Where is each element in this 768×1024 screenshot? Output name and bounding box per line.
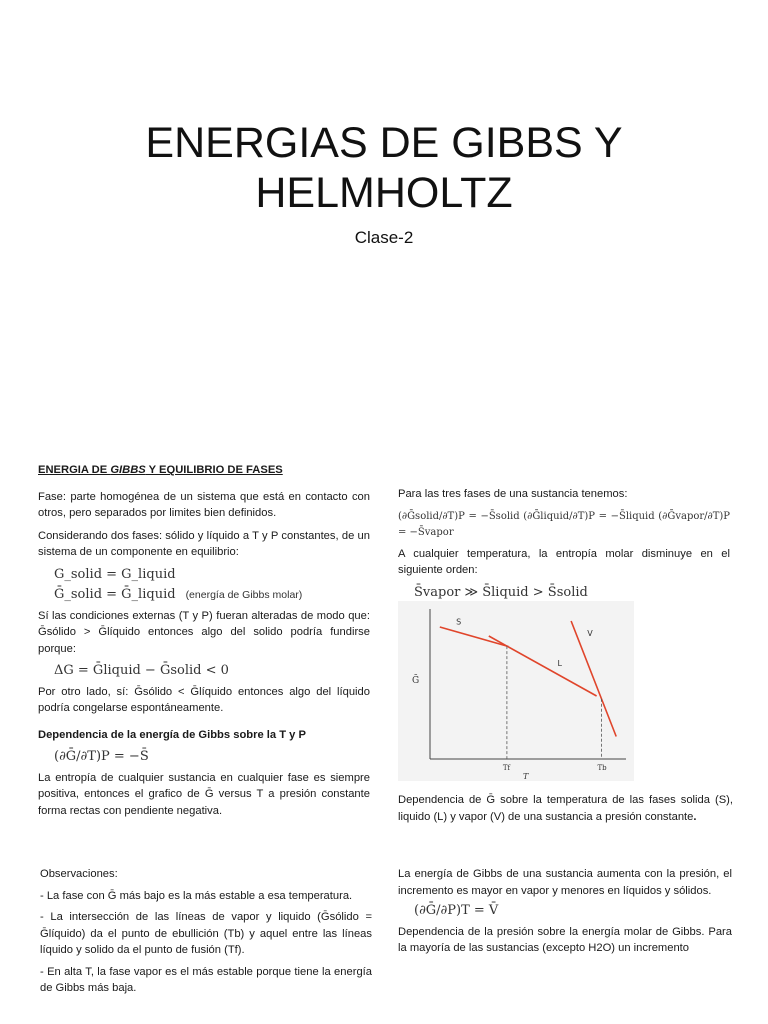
equation-note: (energía de Gibbs molar) bbox=[185, 589, 303, 601]
heading-part-b: GIBBS bbox=[110, 464, 146, 476]
equation-dg-dp: (∂Ḡ/∂P)T = V̄ bbox=[414, 903, 499, 918]
equation-entropy-order: S̄vapor ≫ S̄liquid > S̄solid bbox=[414, 584, 588, 600]
series-label-V: V bbox=[587, 628, 593, 638]
chart-caption bbox=[398, 792, 733, 825]
title-line-1: ENERGIAS DE GIBBS Y bbox=[145, 119, 623, 167]
observations-block bbox=[40, 866, 372, 1002]
caption-period: . bbox=[693, 810, 697, 823]
left-column bbox=[38, 462, 370, 825]
observations-heading: Observaciones: bbox=[40, 868, 118, 880]
observation-1: - La fase con Ḡ más bajo es la más estable a esa temperatura. bbox=[40, 889, 353, 902]
heading-part-a: ENERGIA DE bbox=[38, 464, 111, 476]
equation-g-solid-liquid: G_solid = G_liquid bbox=[54, 566, 176, 582]
heading-part-c: Y EQUILIBRIO DE FASES bbox=[145, 464, 283, 476]
equation-three-phase-derivatives: (∂Ḡsolid/∂T)P = −S̄solid (∂Ḡliquid/∂T)P = −S̄liquid (∂Ḡvapor/∂T)P = −S̄vapor bbox=[398, 510, 730, 538]
caption-text: Dependencia de Ḡ sobre la temperatura de las fases solida (S), liquido (L) y vapor (V) de una sustancia a presión constante bbox=[398, 794, 733, 823]
section-heading-dependence: Dependencia de la energía de Gibbs sobre la T y P bbox=[38, 728, 306, 741]
paragraph-pressure-increase: La energía de Gibbs de una sustancia aumenta con la presión, el incremento es mayor en vapor y menores en líquidos y sólidos. bbox=[398, 868, 732, 897]
section-heading-gibbs-phases bbox=[38, 462, 370, 479]
equation-gbar-solid-liquid: Ḡ_solid = Ḡ_liquid bbox=[54, 587, 176, 602]
paragraph-entropy-order: A cualquier temperatura, la entropía molar disminuye en el siguiente orden: bbox=[398, 547, 730, 576]
paragraph-conditions-altered: Sí las condiciones externas (T y P) fueran alteradas de modo que: Ḡsólido > Ḡlíquido entonces algo del solido podría fundirse porque: bbox=[38, 609, 370, 655]
paragraph-pressure-dependence: Dependencia de la presión sobre la energía molar de Gibbs. Para la mayoría de las sustancias (excepto H2O) un incremento bbox=[398, 925, 732, 954]
observation-3: - En alta T, la fase vapor es el más estable porque tiene la energía de Gibbs más baja. bbox=[40, 965, 372, 994]
series-label-L: L bbox=[557, 659, 562, 668]
right-column bbox=[398, 486, 730, 605]
series-label-S: S bbox=[456, 617, 462, 627]
title-line-2: HELMHOLTZ bbox=[255, 169, 513, 217]
observation-2: - La intersección de las líneas de vapor y liquido (Ḡsólido = Ḡlíquido) da el punto de ebullición (Tb) y aquel entre las líneas líquido y solido da el punto de fusión (Tf). bbox=[40, 911, 372, 956]
gibbs-temperature-chart bbox=[398, 601, 634, 781]
tick-label-Tf: Tf bbox=[502, 764, 511, 772]
equation-dg-dt: (∂Ḡ/∂T)P = −S̄ bbox=[54, 749, 149, 764]
equation-row-molar bbox=[54, 587, 370, 604]
equation-delta-g: ΔG = Ḡliquid − Ḡsolid < 0 bbox=[54, 663, 229, 678]
pressure-dependence-block bbox=[398, 866, 732, 961]
paragraph-two-phases: Considerando dos fases: sólido y líquido a T y P constantes, de un sistema de un componente en equilibrio: bbox=[38, 529, 370, 558]
slide-subtitle: Clase-2 bbox=[354, 228, 414, 247]
x-axis-label: T bbox=[523, 772, 529, 781]
tick-label-Tb: Tb bbox=[597, 764, 607, 772]
paragraph-phase-definition: Fase: parte homogénea de un sistema que está en contacto con otros, pero separados por limites bien definidos. bbox=[38, 490, 370, 519]
paragraph-three-phases: Para las tres fases de una sustancia tenemos: bbox=[398, 488, 628, 500]
paragraph-entropy-positive: La entropía de cualquier sustancia en cualquier fase es siempre positiva, entonces el grafico de Ḡ versus T a presión constante forma rectas con pendiente negativa. bbox=[38, 771, 370, 817]
paragraph-freezing: Por otro lado, sí: Ḡsólido < Ḡlíquido entonces algo del líquido podría congelarse espontáneamente. bbox=[38, 685, 370, 714]
y-axis-label: Ḡ bbox=[412, 676, 420, 686]
slide-title bbox=[0, 118, 768, 218]
